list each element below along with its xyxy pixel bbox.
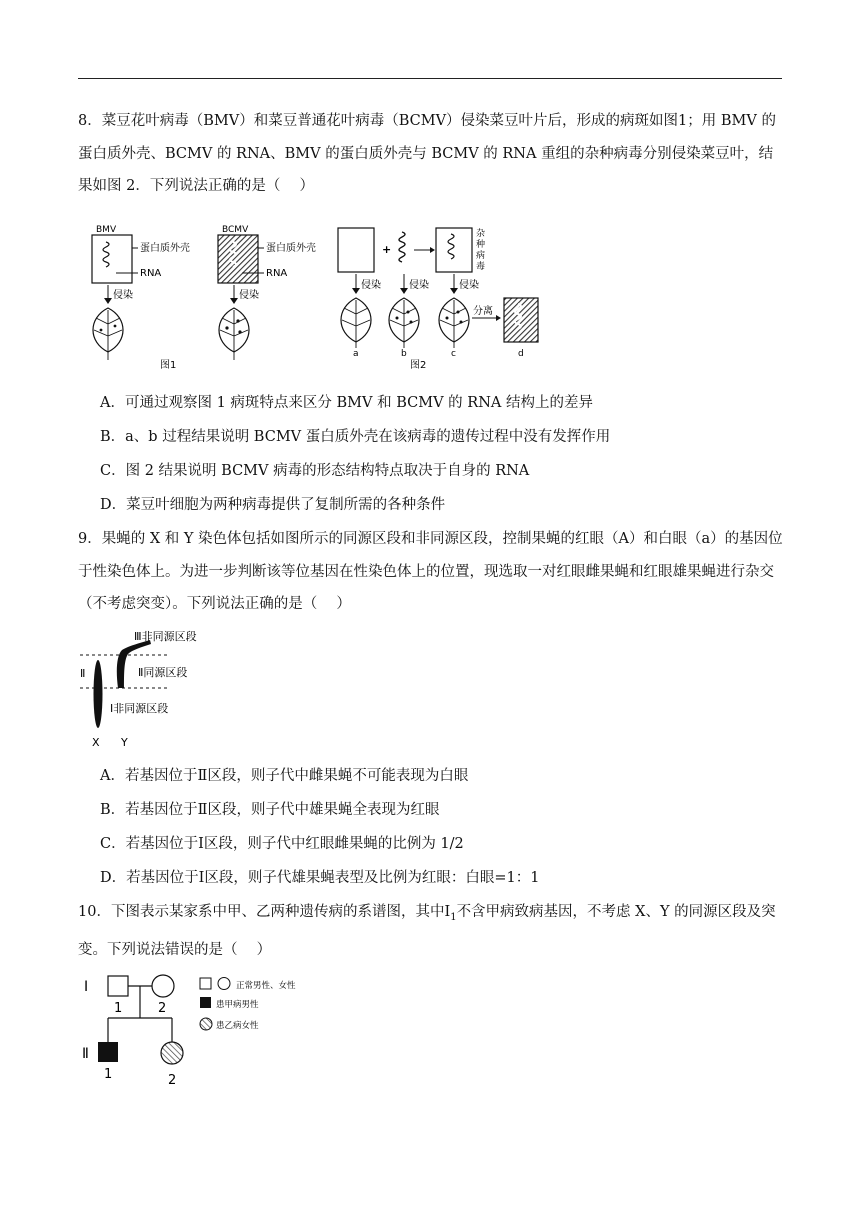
legend-disease-a-male-icon (200, 997, 211, 1008)
hybrid-char-2: 种 (476, 240, 486, 250)
legend-normal-female-icon (218, 978, 230, 990)
bcmv-leaf (219, 308, 249, 360)
header-rule (78, 78, 782, 79)
q8-figure (80, 220, 550, 370)
fig2-empty-capsid (338, 228, 374, 272)
q9-option-a: A．若基因位于Ⅱ区段，则子代中雌果蝇不可能表现为白眼 (100, 768, 469, 784)
q9-option-c: C．若基因位于Ⅰ区段，则子代中红眼雌果蝇的比例为 1/2 (100, 836, 464, 852)
hybrid-char-3: 病 (476, 251, 486, 261)
leaf-a (341, 298, 371, 348)
hybrid-virus (436, 228, 472, 272)
q8-option-d: D．菜豆叶细胞为两种病毒提供了复制所需的各种条件 (100, 497, 446, 513)
region2-label: Ⅱ同源区段 (138, 666, 188, 679)
pedigree-i2-female (152, 975, 174, 997)
legend-normal-male-icon (200, 978, 211, 989)
region3-label: Ⅲ非同源区段 (134, 630, 197, 643)
q8-option-c: C．图 2 结果说明 BCMV 病毒的形态结构特点取决于自身的 RNA (100, 463, 530, 479)
bcmv-capsid (218, 235, 258, 283)
leaf-b (389, 298, 419, 348)
q9-chromosome-figure (78, 628, 228, 752)
bmv-leaf (93, 308, 123, 360)
q10-stem-part1: 10．下图表示某家系中甲、乙两种遗传病的系谱图，其中Ⅰ (78, 904, 451, 920)
q8-stem: 8．菜豆花叶病毒（BMV）和菜豆普通花叶病毒（BCMV）侵染菜豆叶片后，形成的病斑如图1；用 BMV 的蛋白质外壳、BCMV 的 RNA、BMV 的蛋白质外壳与 BCMV 的 RNA 重组的杂种病毒分别侵染菜豆叶，结果如图 2．下列说法正确的是（ ） (78, 113, 776, 194)
bmv-protein-label: 蛋白质外壳 (140, 243, 190, 254)
ii1-number: 1 (104, 1067, 113, 1082)
i1-number: 1 (114, 1001, 123, 1016)
bmv-rna-label: RNA (140, 268, 162, 279)
q10-stem-subscript: 1 (450, 911, 457, 923)
plus-sign: + (382, 243, 392, 256)
bmv-capsid (92, 235, 132, 283)
pedigree-ii1-affected-male (98, 1042, 118, 1062)
legend-disease-b-label: 患乙病女性 (216, 1021, 259, 1031)
hybrid-char-4: 毒 (476, 262, 486, 272)
bcmv-infect-label: 侵染 (239, 290, 259, 301)
ii2-number: 2 (168, 1073, 177, 1088)
region2-left-label: Ⅱ (80, 667, 86, 680)
x-label: X (92, 736, 100, 749)
infect-a-label: 侵染 (361, 280, 381, 291)
q8-option-a: A．可通过观察图 1 病斑特点来区分 BMV 和 BCMV 的 RNA 结构上的差异 (100, 395, 593, 411)
hybrid-char-1: 杂 (476, 229, 486, 239)
generation-1-label: Ⅰ (84, 979, 89, 995)
bcmv-rna-label: RNA (266, 268, 288, 279)
bcmv-label: BCMV (222, 225, 249, 235)
infect-b-label: 侵染 (409, 280, 429, 291)
generation-2-label: Ⅱ (82, 1046, 89, 1062)
q9-stem: 9．果蝇的 X 和 Y 染色体包括如图所示的同源区段和非同源区段，控制果蝇的红眼（A）和白眼（a）的基因位于性染色体上。为进一步判断该等位基因在性染色体上的位置，现选取一对红眼雌果蝇和红眼雄果蝇进行杂交（不考虑突变）。下列说法正确的是（ ） (78, 531, 783, 612)
bmv-label: BMV (96, 225, 117, 235)
i2-number: 2 (158, 1001, 167, 1016)
q10-stem (78, 896, 784, 967)
pedigree-ii2-affected-female (161, 1042, 183, 1064)
y-chromosome (117, 640, 151, 688)
sub-label-c: c (451, 349, 456, 359)
separate-label: 分离 (473, 306, 493, 317)
q10-pedigree-figure (80, 966, 320, 1094)
region1-label: Ⅰ非同源区段 (110, 702, 169, 715)
legend-disease-a-label: 患甲病男性 (216, 1000, 259, 1010)
bmv-infect-label: 侵染 (113, 290, 133, 301)
fig2-free-rna (399, 232, 405, 262)
sub-label-b: b (401, 349, 407, 359)
fig1-label: 图1 (160, 360, 177, 370)
pedigree-i1-male (108, 976, 128, 996)
fig2-label: 图2 (410, 360, 427, 370)
q9-option-b: B．若基因位于Ⅱ区段，则子代中雄果蝇全表现为红眼 (100, 802, 440, 818)
legend-normal-label: 正常男性、女性 (236, 981, 296, 991)
q8-option-b: B．a、b 过程结果说明 BCMV 蛋白质外壳在该病毒的遗传过程中没有发挥作用 (100, 429, 611, 445)
q10-stem-part2: 不含甲病致病基因，不考虑 X、Y 的同源区段及突变。下列说法错误的是（ ） (78, 904, 776, 959)
y-label: Y (121, 736, 128, 749)
infect-c-label: 侵染 (459, 280, 479, 291)
q9-option-d: D．若基因位于Ⅰ区段，则子代雄果蝇表型及比例为红眼：白眼=1：1 (100, 870, 540, 886)
bcmv-protein-label: 蛋白质外壳 (266, 243, 316, 254)
sub-label-d: d (518, 349, 524, 359)
sub-label-a: a (353, 349, 359, 359)
legend-disease-b-female-icon (200, 1018, 212, 1030)
x-chromosome (94, 660, 103, 728)
leaf-c (439, 298, 469, 348)
